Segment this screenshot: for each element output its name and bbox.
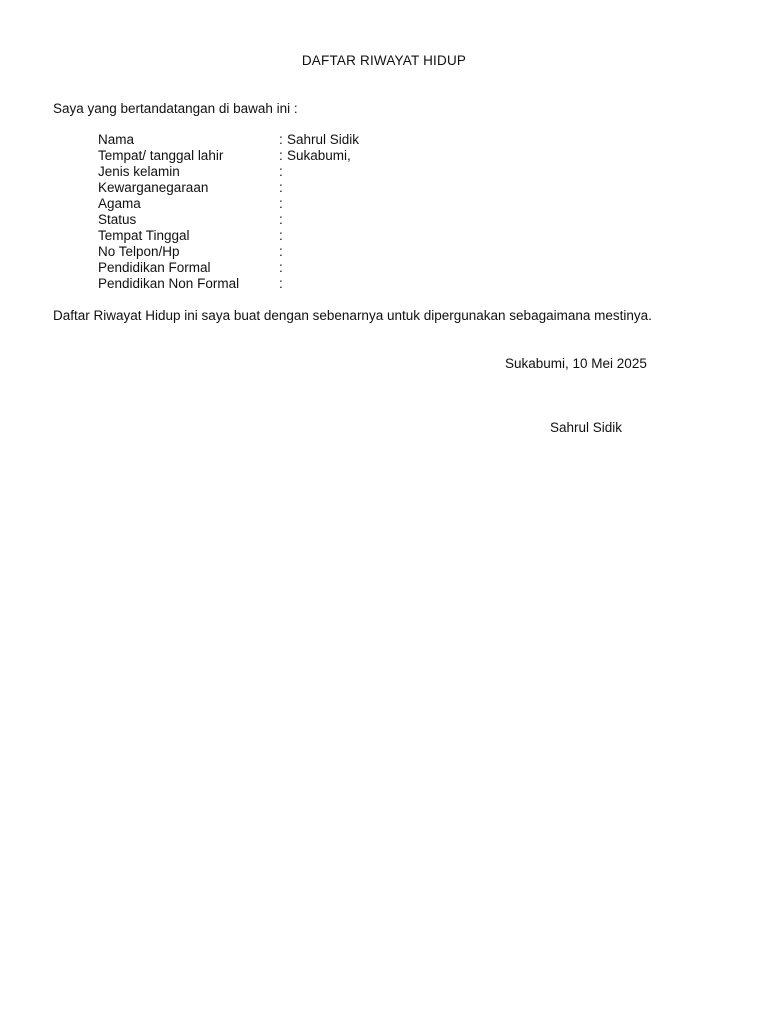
field-row-status — [98, 212, 598, 228]
field-label: Tempat/ tanggal lahir — [98, 148, 224, 163]
field-label: Pendidikan Formal — [98, 260, 211, 275]
field-colon: : — [279, 260, 283, 275]
field-row-jenis-kelamin — [98, 164, 598, 180]
field-row-no-telpon — [98, 244, 598, 260]
field-row-agama — [98, 196, 598, 212]
field-row-pendidikan-non-formal — [98, 276, 598, 292]
field-row-tempat-tanggal-lahir — [98, 148, 598, 164]
field-colon: : — [279, 164, 283, 179]
field-label: Tempat Tinggal — [98, 228, 190, 243]
field-colon: : — [279, 148, 283, 163]
field-label: Status — [98, 212, 137, 227]
field-colon: : — [279, 196, 283, 211]
intro-text: Saya yang bertandatangan di bawah ini : — [53, 101, 298, 116]
document-title: DAFTAR RIWAYAT HIDUP — [301, 53, 467, 68]
field-value: Sukabumi, — [287, 148, 351, 163]
field-value: Sahrul Sidik — [287, 132, 360, 147]
personal-data-list — [98, 132, 598, 292]
field-row-pendidikan-formal — [98, 260, 598, 276]
declaration-statement: Daftar Riwayat Hidup ini saya buat dengan sebenarnya untuk dipergunakan sebagaimana mestinya. — [53, 308, 652, 323]
field-row-kewarganegaraan — [98, 180, 598, 196]
field-label: Nama — [98, 132, 135, 147]
field-colon: : — [279, 244, 283, 259]
field-label: No Telpon/Hp — [98, 244, 180, 259]
field-label: Pendidikan Non Formal — [98, 276, 240, 291]
field-colon: : — [279, 228, 283, 243]
field-row-tempat-tinggal — [98, 228, 598, 244]
field-label: Kewarganegaraan — [98, 180, 209, 195]
field-row-nama — [98, 132, 598, 148]
field-colon: : — [279, 212, 283, 227]
field-colon: : — [279, 180, 283, 195]
field-label: Jenis kelamin — [98, 164, 180, 179]
field-colon: : — [279, 132, 283, 147]
place-and-date: Sukabumi, 10 Mei 2025 — [505, 356, 647, 371]
field-colon: : — [279, 276, 283, 291]
signer-name: Sahrul Sidik — [550, 420, 623, 435]
field-label: Agama — [98, 196, 141, 211]
